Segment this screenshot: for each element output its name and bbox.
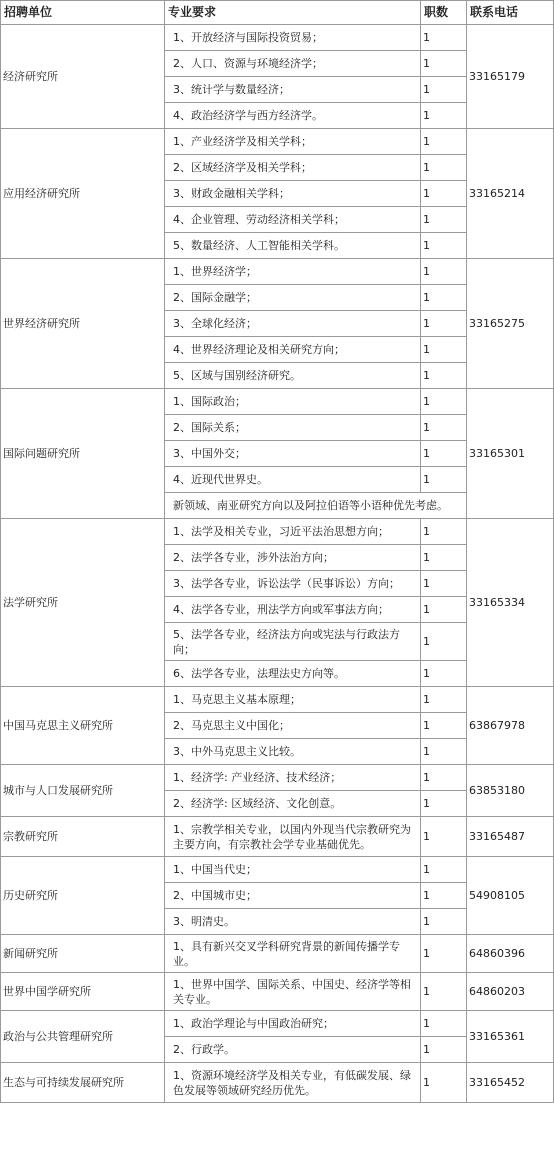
phone-cell: 33165275 [467,259,554,389]
requirement-cell: 2、国际金融学； [165,285,421,311]
count-cell: 1 [421,51,467,77]
unit-cell: 世界经济研究所 [1,259,165,389]
count-cell: 1 [421,973,467,1011]
count-cell: 1 [421,597,467,623]
table-row [1,687,554,713]
count-cell: 1 [421,817,467,857]
phone-cell: 33165301 [467,389,554,519]
table-row [1,973,554,1011]
requirement-cell: 3、中外马克思主义比较。 [165,739,421,765]
requirement-cell: 3、中国外交； [165,441,421,467]
requirement-cell: 1、资源环境经济学及相关专业，有低碳发展、绿色发展等领域研究经历优先。 [165,1063,421,1103]
requirement-cell: 6、法学各专业，法理法史方向等。 [165,661,421,687]
requirement-cell: 1、开放经济与国际投资贸易； [165,25,421,51]
header-requirement: 专业要求 [165,1,421,25]
requirement-cell: 5、区域与国别经济研究。 [165,363,421,389]
count-cell: 1 [421,883,467,909]
header-row [1,1,554,25]
unit-cell: 中国马克思主义研究所 [1,687,165,765]
count-cell: 1 [421,285,467,311]
unit-cell: 政治与公共管理研究所 [1,1011,165,1063]
count-cell: 1 [421,207,467,233]
phone-cell: 64860203 [467,973,554,1011]
table-row [1,389,554,415]
table-body [1,25,554,1103]
unit-cell: 新闻研究所 [1,935,165,973]
table-row [1,1011,554,1037]
phone-cell: 64860396 [467,935,554,973]
count-cell: 1 [421,181,467,207]
unit-cell: 城市与人口发展研究所 [1,765,165,817]
count-cell: 1 [421,389,467,415]
requirement-cell: 4、政治经济学与西方经济学。 [165,103,421,129]
requirement-cell: 2、国际关系； [165,415,421,441]
requirement-cell: 1、中国当代史； [165,857,421,883]
requirement-cell: 2、行政学。 [165,1037,421,1063]
requirement-cell: 3、全球化经济； [165,311,421,337]
count-cell: 1 [421,363,467,389]
requirement-cell: 4、世界经济理论及相关研究方向； [165,337,421,363]
requirement-cell: 1、具有新兴交叉学科研究背景的新闻传播学专业。 [165,935,421,973]
unit-cell: 历史研究所 [1,857,165,935]
count-cell: 1 [421,623,467,661]
requirement-cell: 1、宗教学相关专业，以国内外现当代宗教研究为主要方向，有宗教社会学专业基础优先。 [165,817,421,857]
phone-cell: 33165452 [467,1063,554,1103]
unit-cell: 世界中国学研究所 [1,973,165,1011]
requirement-cell: 3、统计学与数量经济； [165,77,421,103]
unit-cell: 应用经济研究所 [1,129,165,259]
requirement-cell: 1、国际政治； [165,389,421,415]
phone-cell: 33165487 [467,817,554,857]
unit-cell: 生态与可持续发展研究所 [1,1063,165,1103]
count-cell: 1 [421,441,467,467]
requirement-cell: 1、经济学: 产业经济、技术经济； [165,765,421,791]
requirement-cell: 2、区域经济学及相关学科； [165,155,421,181]
table-row [1,129,554,155]
count-cell: 1 [421,25,467,51]
phone-cell: 54908105 [467,857,554,935]
requirement-cell: 4、法学各专业，刑法学方向或军事法方向； [165,597,421,623]
count-cell: 1 [421,791,467,817]
count-cell: 1 [421,337,467,363]
table-row [1,25,554,51]
unit-cell: 宗教研究所 [1,817,165,857]
count-cell: 1 [421,103,467,129]
count-cell: 1 [421,857,467,883]
header-unit: 招聘单位 [1,1,165,25]
requirement-cell: 1、政治学理论与中国政治研究； [165,1011,421,1037]
requirement-cell: 2、法学各专业，涉外法治方向； [165,545,421,571]
header-phone: 联系电话 [467,1,554,25]
requirement-cell: 4、近现代世界史。 [165,467,421,493]
count-cell: 1 [421,259,467,285]
table-row [1,817,554,857]
table-row [1,1063,554,1103]
requirement-cell: 1、马克思主义基本原理； [165,687,421,713]
requirement-cell: 1、世界经济学； [165,259,421,285]
count-cell: 1 [421,1011,467,1037]
count-cell: 1 [421,713,467,739]
table-row [1,519,554,545]
requirement-cell: 3、明清史。 [165,909,421,935]
requirement-cell: 1、世界中国学、国际关系、中国史、经济学等相关专业。 [165,973,421,1011]
table-row [1,259,554,285]
count-cell: 1 [421,1063,467,1103]
requirement-cell: 5、数量经济、人工智能相关学科。 [165,233,421,259]
phone-cell: 63853180 [467,765,554,817]
unit-cell: 经济研究所 [1,25,165,129]
requirement-cell: 2、经济学: 区域经济、文化创意。 [165,791,421,817]
count-cell: 1 [421,661,467,687]
requirement-cell: 2、人口、资源与环境经济学； [165,51,421,77]
header-count: 职数 [421,1,467,25]
unit-cell: 法学研究所 [1,519,165,687]
count-cell: 1 [421,545,467,571]
requirement-cell: 2、马克思主义中国化； [165,713,421,739]
phone-cell: 33165334 [467,519,554,687]
count-cell: 1 [421,155,467,181]
requirement-cell: 3、法学各专业，诉讼法学（民事诉讼）方向； [165,571,421,597]
count-cell: 1 [421,233,467,259]
count-cell: 1 [421,415,467,441]
requirement-cell: 1、法学及相关专业，习近平法治思想方向； [165,519,421,545]
count-cell: 1 [421,909,467,935]
requirement-cell: 5、法学各专业，经济法方向或宪法与行政法方向； [165,623,421,661]
requirement-cell: 1、产业经济学及相关学科； [165,129,421,155]
table-row [1,765,554,791]
unit-cell: 国际问题研究所 [1,389,165,519]
count-cell: 1 [421,129,467,155]
count-cell: 1 [421,519,467,545]
count-cell: 1 [421,935,467,973]
note-cell: 新领域、南亚研究方向以及阿拉伯语等小语种优先考虑。 [165,493,467,519]
requirement-cell: 4、企业管理、劳动经济相关学科； [165,207,421,233]
count-cell: 1 [421,467,467,493]
table-row [1,935,554,973]
phone-cell: 63867978 [467,687,554,765]
count-cell: 1 [421,739,467,765]
phone-cell: 33165214 [467,129,554,259]
count-cell: 1 [421,765,467,791]
count-cell: 1 [421,77,467,103]
table-row [1,857,554,883]
count-cell: 1 [421,1037,467,1063]
requirement-cell: 2、中国城市史； [165,883,421,909]
count-cell: 1 [421,571,467,597]
count-cell: 1 [421,311,467,337]
count-cell: 1 [421,687,467,713]
phone-cell: 33165179 [467,25,554,129]
requirement-cell: 3、财政金融相关学科； [165,181,421,207]
phone-cell: 33165361 [467,1011,554,1063]
